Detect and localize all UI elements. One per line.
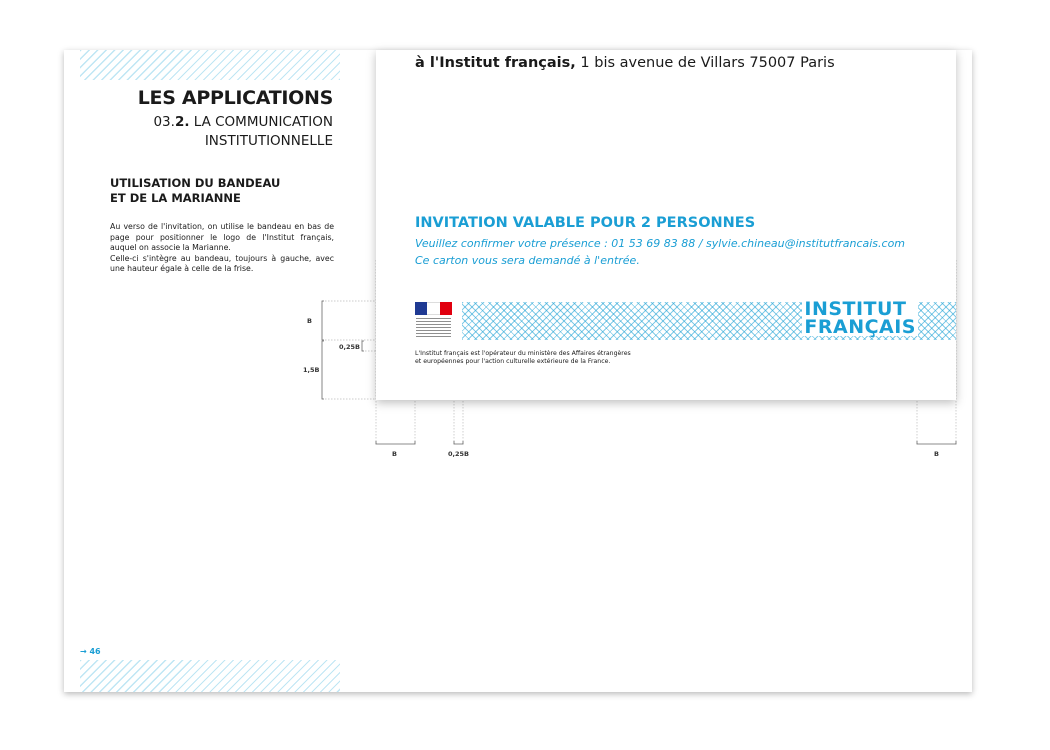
legal-note: [415, 350, 631, 366]
dimension-label-quarter-b-bottom: 0,25B: [448, 450, 469, 458]
dimension-label-b-bottom-left: B: [392, 450, 397, 458]
section-title-line2: INSTITUTIONNELLE: [204, 133, 333, 149]
ministry-text-lines: [416, 318, 451, 338]
body-paragraph-2: Celle-ci s'intègre au bandeau, toujours à gauche, avec une hauteur égale à celle de la frise.: [110, 253, 334, 273]
venue-name: à l'Institut français,: [415, 55, 576, 71]
section-number: 03.: [153, 114, 175, 130]
logo-line1: INSTITUT: [804, 298, 907, 320]
logo-line2: FRANÇAIS: [804, 316, 916, 338]
dimension-label-b: B: [307, 317, 312, 325]
venue-street: 1 bis avenue de Villars 75007 Paris: [575, 55, 835, 71]
dimension-label-b-bottom-right: B: [934, 450, 939, 458]
legal-note-line2: et européennes pour l'action culturelle extérieure de la France.: [415, 358, 611, 365]
section-heading-line2: ET DE LA MARIANNE: [110, 191, 241, 205]
invitation-title: INVITATION VALABLE POUR 2 PERSONNES: [415, 215, 756, 231]
section-index: 2.: [174, 114, 190, 130]
institut-francais-logo: [802, 300, 918, 336]
page-number: → 46: [80, 647, 101, 656]
marianne-logo: [415, 302, 452, 338]
invitation-card: [376, 50, 956, 400]
body-paragraph-1: Au verso de l'invitation, on utilise le bandeau en bas de page pour positionner le logo de l'Institut français, auquel on associe la Marianne.: [110, 222, 334, 252]
section-title-line1: LA COMMUNICATION: [189, 114, 333, 130]
legal-note-line1: L'Institut français est l'opérateur du ministère des Affaires étrangères: [415, 350, 631, 357]
page-title: LES APPLICATIONS: [137, 87, 333, 109]
dimension-label-quarter-b: 0,25B: [339, 343, 360, 351]
card-required-line: Ce carton vous sera demandé à l'entrée.: [415, 253, 640, 267]
french-flag-icon: [415, 302, 452, 315]
confirm-line: Veuillez confirmer votre présence : 01 53 69 83 88 / sylvie.chineau@institutfrancais.com: [415, 237, 906, 250]
dimension-label-one-half-b: 1,5B: [303, 366, 320, 374]
section-heading-line1: UTILISATION DU BANDEAU: [110, 176, 281, 190]
venue-address: [415, 55, 835, 71]
invitation-details: [415, 236, 905, 269]
